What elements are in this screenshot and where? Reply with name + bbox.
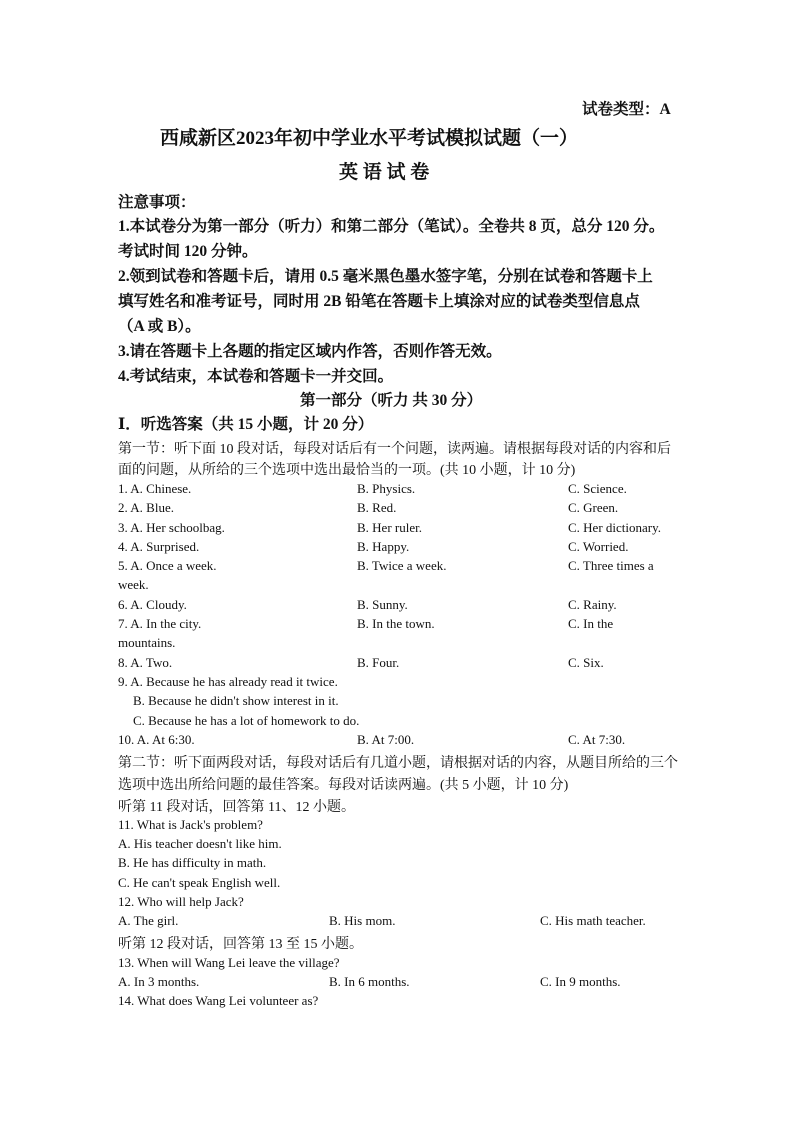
q13-option-b: B. In 6 months. (329, 974, 410, 989)
q13-stem: 13. When will Wang Lei leave the village? (118, 955, 340, 970)
q8-option-c: C. Six. (568, 655, 604, 670)
q3-option-c: C. Her dictionary. (568, 520, 662, 535)
dialogue-12-instruction: 听第 12 段对话，回答第 13 至 15 小题。 (118, 937, 363, 952)
q12-option-a: A. The girl. (118, 913, 179, 928)
q3-option-b: B. Her ruler. (357, 520, 422, 535)
exam-title: 西咸新区2023年初中学业水平考试模拟试题（一） (160, 128, 579, 149)
q11-option-c: C. He can't speak English well. (118, 875, 281, 890)
q4-option-c: C. Worried. (568, 539, 629, 554)
q2-option-a: 2. A. Blue. (118, 500, 174, 515)
q7-option-a: 7. A. In the city. (118, 616, 202, 631)
q2-option-c: C. Green. (568, 500, 619, 515)
q10-option-a: 10. A. At 6:30. (118, 732, 195, 747)
q1-option-b: B. Physics. (357, 481, 416, 496)
q1-option-c: C. Science. (568, 481, 627, 496)
q5-option-c: C. Three times a (568, 558, 654, 573)
note-3: 3.请在答题卡上各题的指定区域内作答，否则作答无效。 (118, 343, 502, 360)
q9-option-b: B. Because he didn't show interest in it. (133, 693, 339, 708)
section1-heading: Ⅰ．听选答案（共 15 小题，计 20 分） (118, 416, 374, 433)
q9-option-c: C. Because he has a lot of homework to do. (133, 713, 360, 728)
q11-option-b: B. He has difficulty in math. (118, 855, 267, 870)
q14-stem: 14. What does Wang Lei volunteer as? (118, 993, 319, 1008)
section2-intro-line-1: 第二节：听下面两段对话，每段对话后有几道小题，请根据对话的内容，从题目所给的三个 (118, 756, 678, 771)
note-4: 4.考试结束，本试卷和答题卡一并交回。 (118, 368, 394, 385)
q1-option-a: 1. A. Chinese. (118, 481, 192, 496)
q11-option-a: A. His teacher doesn't like him. (118, 836, 282, 851)
q9-option-a: 9. A. Because he has already read it twice. (118, 674, 338, 689)
q12-option-c: C. His math teacher. (540, 913, 646, 928)
q7-option-b: B. In the town. (357, 616, 435, 631)
note-2-line-3: （A 或 B）。 (118, 318, 201, 335)
q12-stem: 12. Who will help Jack? (118, 894, 244, 909)
exam-subtitle: 英 语 试 卷 (339, 162, 430, 183)
section2-intro-line-2: 选项中选出所给问题的最佳答案。每段对话读两遍。(共 5 小题，计 10 分) (118, 778, 569, 793)
note-1-line-2: 考试时间 120 分钟。 (118, 243, 258, 260)
q10-option-c: C. At 7:30. (568, 732, 626, 747)
q5-option-c-wrap: week. (118, 577, 149, 592)
dialogue-11-instruction: 听第 11 段对话，回答第 11、12 小题。 (118, 800, 355, 815)
section1-intro-line-2: 面的问题，从所给的三个选项中选出最恰当的一项。(共 10 小题，计 10 分) (118, 463, 576, 478)
q8-option-a: 8. A. Two. (118, 655, 173, 670)
note-2-line-2: 填写姓名和准考证号，同时用 2B 铅笔在答题卡上填涂对应的试卷类型信息点 (118, 293, 640, 310)
q10-option-b: B. At 7:00. (357, 732, 415, 747)
q13-option-a: A. In 3 months. (118, 974, 200, 989)
q6-option-a: 6. A. Cloudy. (118, 597, 187, 612)
q8-option-b: B. Four. (357, 655, 400, 670)
q13-option-c: C. In 9 months. (540, 974, 621, 989)
q4-option-b: B. Happy. (357, 539, 410, 554)
q3-option-a: 3. A. Her schoolbag. (118, 520, 225, 535)
notes-heading: 注意事项： (118, 194, 196, 211)
part1-heading: 第一部分（听力 共 30 分） (300, 392, 483, 409)
q7-option-c-wrap: mountains. (118, 635, 176, 650)
q4-option-a: 4. A. Surprised. (118, 539, 200, 554)
section1-intro-line-1: 第一节：听下面 10 段对话，每段对话后有一个问题，读两遍。请根据每段对话的内容和后 (118, 442, 671, 457)
q5-option-a: 5. A. Once a week. (118, 558, 217, 573)
paper-type-label: 试卷类型：A (582, 101, 671, 118)
q5-option-b: B. Twice a week. (357, 558, 447, 573)
q7-option-c: C. In the (568, 616, 614, 631)
note-1-line-1: 1.本试卷分为第一部分（听力）和第二部分（笔试）。全卷共 8 页，总分 120 分。 (118, 218, 665, 235)
q12-option-b: B. His mom. (329, 913, 396, 928)
q6-option-b: B. Sunny. (357, 597, 408, 612)
q2-option-b: B. Red. (357, 500, 397, 515)
note-2-line-1: 2.领到试卷和答题卡后，请用 0.5 毫米黑色墨水签字笔，分别在试卷和答题卡上 (118, 268, 653, 285)
q6-option-c: C. Rainy. (568, 597, 617, 612)
q11-stem: 11. What is Jack's problem? (118, 817, 263, 832)
